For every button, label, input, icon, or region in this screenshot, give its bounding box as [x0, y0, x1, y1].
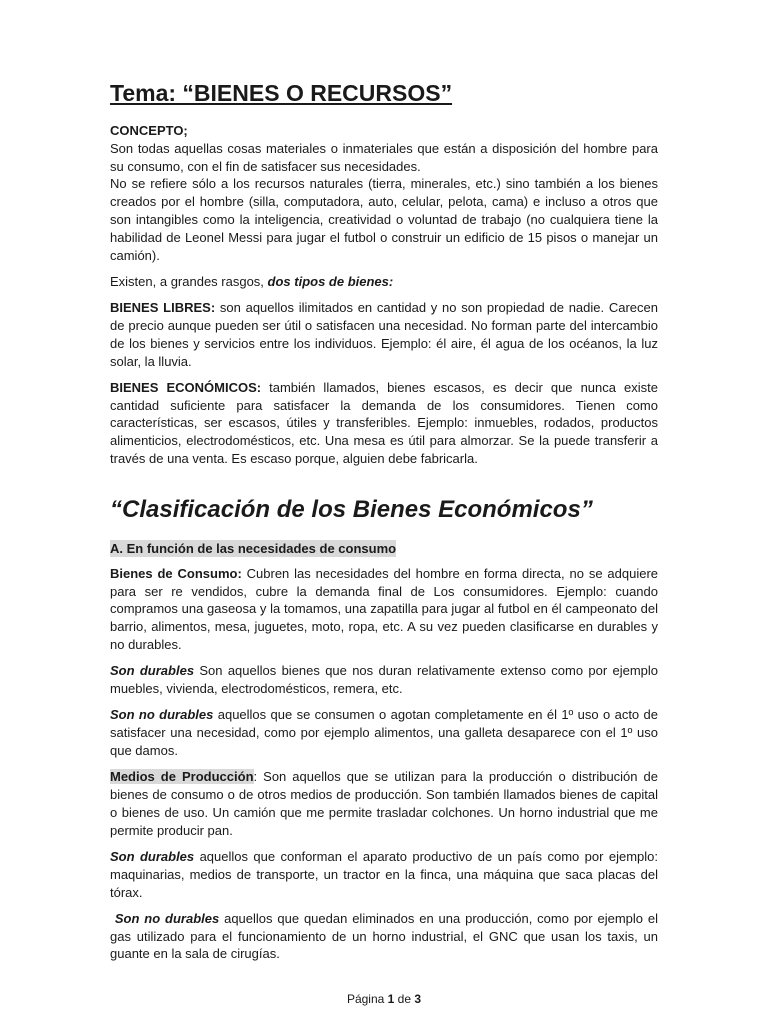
bienes-libres-label: BIENES LIBRES: — [110, 300, 216, 316]
produccion-no-durables-paragraph — [110, 910, 658, 963]
consumo-durables-text: Son aquellos bienes que nos duran relativamente extenso como por ejemplo muebles, vivienda, electrodomésticos, remera, etc. — [110, 663, 658, 697]
medios-produccion-label: Medios de Producción — [110, 769, 254, 785]
produccion-no-durables-text: aquellos que quedan eliminados en una producción, como por ejemplo el gas utilizado para el funcionamiento de un horno industrial, el GNC que usan los taxis, un guante en la sala de cirugías. — [110, 910, 658, 962]
page-footer — [0, 992, 768, 1006]
concepto-paragraph-1: Son todas aquellas cosas materiales o inmateriales que están a disposición del hombre para su consumo, con el fin de satisfacer sus necesidades. — [110, 140, 658, 174]
tipos-emphasis: dos tipos de bienes: — [267, 273, 394, 289]
medios-produccion-paragraph — [110, 768, 658, 839]
consumo-no-durables-text: aquellos que se consumen o agotan completamente en él 1º uso o acto de satisfacer una necesidad, como por ejemplo alimentos, una galleta desaparece con el 1º uso que damos. — [110, 707, 658, 759]
section-a-heading — [110, 540, 658, 565]
medios-produccion-text: : Son aquellos que se utilizan para la producción o distribución de bienes de consumo o de otros medios de producción. Son también llamados bienes de capital o bienes de uso. Un camión que me permite trasladar colchones. Un horno industrial que me permite producir pan. — [110, 769, 659, 838]
bienes-consumo-label: Bienes de Consumo: — [110, 565, 242, 581]
consumo-durables-label: Son durables — [110, 663, 195, 679]
bienes-libres-text: son aquellos ilimitados en cantidad y no son propiedad de nadie. Carecen de precio aunque pueden ser útil o satisfacen una necesidad. No forman parte del intercambio de los bienes y servicios entre los individuos. Ejemplo: él aire, él agua de los océanos, la luz solar, la lluvia. — [110, 300, 658, 369]
tipos-paragraph — [110, 273, 658, 291]
footer-de: de — [394, 992, 415, 1006]
concepto-paragraph-2: No se refiere sólo a los recursos naturales (tierra, minerales, etc.) sino también a los bienes creados por el hombre (silla, computadora, auto, celular, pelota, cama) e incluso a otros que son intangibles como la inteligencia, creatividad o voluntad de trabajo (no cualquiera tiene la habilidad de Leonel Messi para jugar el futbol o construir un edificio de 15 pisos o manejar un camión). — [110, 176, 658, 263]
page-content — [110, 78, 658, 972]
page-title: Tema: “BIENES O RECURSOS” — [110, 80, 453, 106]
produccion-durables-text: aquellos que conforman el aparato productivo de un país como por ejemplo: maquinarias, medios de transporte, un tractor en la finca, una máquina que saca placas del tórax. — [110, 849, 658, 900]
section-title: “Clasificación de los Bienes Económicos” — [110, 495, 593, 523]
concepto-heading — [110, 122, 658, 140]
concepto-label: CONCEPTO; — [110, 123, 188, 138]
produccion-durables-paragraph — [110, 848, 658, 901]
footer-pagina: Página — [346, 992, 388, 1006]
bienes-consumo-paragraph — [110, 565, 658, 654]
produccion-no-durables-label: Son no durables — [110, 910, 220, 926]
bienes-economicos-label: BIENES ECONÓMICOS: — [110, 379, 262, 395]
section-a-label: A. En función de las necesidades de consumo — [110, 540, 397, 556]
footer-current-page: 1 — [387, 992, 395, 1006]
bienes-libres-paragraph — [110, 299, 658, 370]
produccion-durables-label: Son durables — [110, 849, 195, 864]
bienes-economicos-paragraph — [110, 379, 658, 468]
bienes-consumo-text: Cubren las necesidades del hombre en forma directa, no se adquiere para ser re vendidos, cubre la demanda final de Los consumidores. Ejemplo: cuando compramos una gaseosa y la tomamos, una zapatilla para jugar al futbol en él campeonato del barrio, alimentos, mesa, juguetes, moto, ropa, etc. A su vez pueden clasificarse en durables y no durables. — [110, 565, 658, 653]
consumo-durables-paragraph — [110, 662, 658, 698]
footer-total-pages: 3 — [414, 992, 422, 1006]
bienes-economicos-text: también llamados, bienes escasos, es decir que nunca existe cantidad suficiente para satisfacer la demanda de los consumidores. Tienen como características, ser escasos, útiles y transferibles. Ejemplo: inmuebles, rodados, productos alimenticios, electrodomésticos, etc. Una mesa es útil para almorzar. Se la puede transferir a través de una venta. Es escaso porque, alguien debe fabricarla. — [110, 379, 659, 467]
consumo-no-durables-paragraph — [110, 706, 658, 759]
consumo-no-durables-label: Son no durables — [110, 707, 214, 723]
tipos-lead: Existen, a grandes rasgos, — [110, 273, 268, 289]
